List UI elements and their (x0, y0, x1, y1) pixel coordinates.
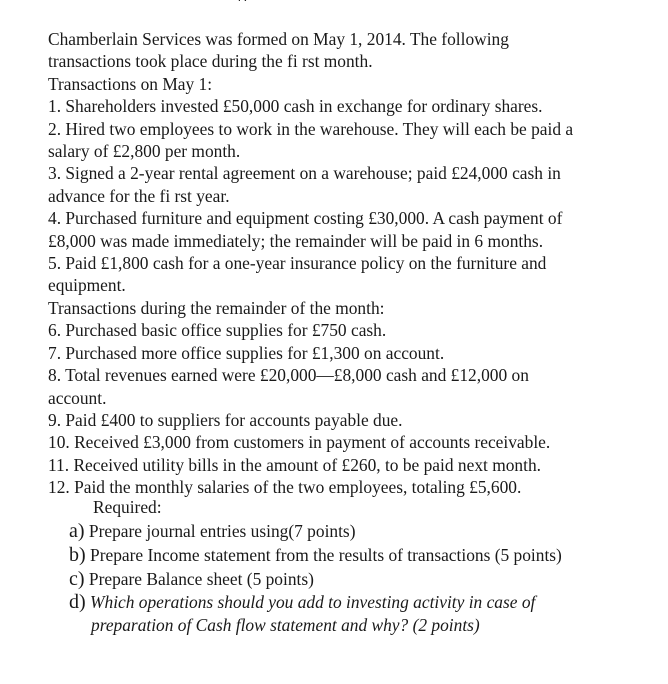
requirements-section (48, 495, 648, 636)
transaction-12: 12. Paid the monthly salaries of the two employees, totaling £5,600. (48, 477, 522, 498)
transaction-8-line-2: account. (48, 387, 107, 408)
intro-line-1: Chamberlain Services was formed on May 1, 2014. The following (48, 29, 509, 49)
requirement-d-letter: d) (69, 591, 86, 613)
transaction-5-line-1: 5. Paid £1,800 cash for a one-year insurance policy on the furniture and (48, 253, 547, 274)
requirement-d-line-2: preparation of Cash flow statement and why? (2 points) (91, 614, 480, 635)
transaction-2-line-1: 2. Hired two employees to work in the warehouse. They will each be paid a (48, 118, 574, 139)
section-heading-remainder: Transactions during the remainder of the month: (48, 297, 385, 318)
requirement-d-text-1: Which operations should you add to investing activity in case of (85, 592, 536, 612)
transaction-5-line-2: equipment. (48, 275, 126, 296)
transaction-2-line-2: salary of £2,800 per month. (48, 141, 241, 162)
requirement-a-text: Prepare journal entries using(7 points) (84, 521, 356, 541)
requirement-c (48, 567, 648, 591)
transaction-10: 10. Received £3,000 from customers in payment of accounts receivable. (48, 432, 551, 453)
requirement-a (48, 519, 648, 543)
transaction-4-line-1: 4. Purchased furniture and equipment costing £30,000. A cash payment of (48, 208, 563, 229)
transaction-4-line-2: £8,000 was made immediately; the remainder will be paid in 6 months. (48, 230, 544, 251)
transaction-11: 11. Received utility bills in the amount of £260, to be paid next month. (48, 454, 541, 475)
requirement-b-letter: b) (69, 544, 86, 566)
transaction-7: 7. Purchased more office supplies for £1,300 on account. (48, 342, 445, 363)
requirement-c-text: Prepare Balance sheet (5 points) (84, 569, 314, 589)
transaction-3-line-1: 3. Signed a 2-year rental agreement on a warehouse; paid £24,000 cash in (48, 163, 561, 184)
transaction-8-line-1: 8. Total revenues earned were £20,000—£8,000 cash and £12,000 on (48, 365, 529, 386)
transaction-1: 1. Shareholders invested £50,000 cash in exchange for ordinary shares. (48, 96, 543, 117)
cropped-text-fragment-glyph (238, 0, 260, 1)
problem-statement (48, 28, 648, 499)
requirement-d-line-1 (48, 591, 648, 614)
transaction-9: 9. Paid £400 to suppliers for accounts payable due. (48, 409, 403, 430)
requirement-c-letter: c) (69, 568, 85, 590)
requirement-a-letter: a) (69, 520, 85, 542)
transaction-6: 6. Purchased basic office supplies for £750 cash. (48, 320, 387, 341)
requirements-heading: Required: (93, 497, 162, 517)
transaction-3-line-2: advance for the fi rst year. (48, 185, 230, 206)
cropped-text-fragment (238, 0, 260, 1)
requirement-b (48, 543, 648, 567)
intro-line-2: transactions took place during the fi rst month. (48, 51, 373, 72)
section-heading-may-1: Transactions on May 1: (48, 73, 213, 94)
requirement-b-text: Prepare Income statement from the results of transactions (5 points) (85, 545, 562, 565)
